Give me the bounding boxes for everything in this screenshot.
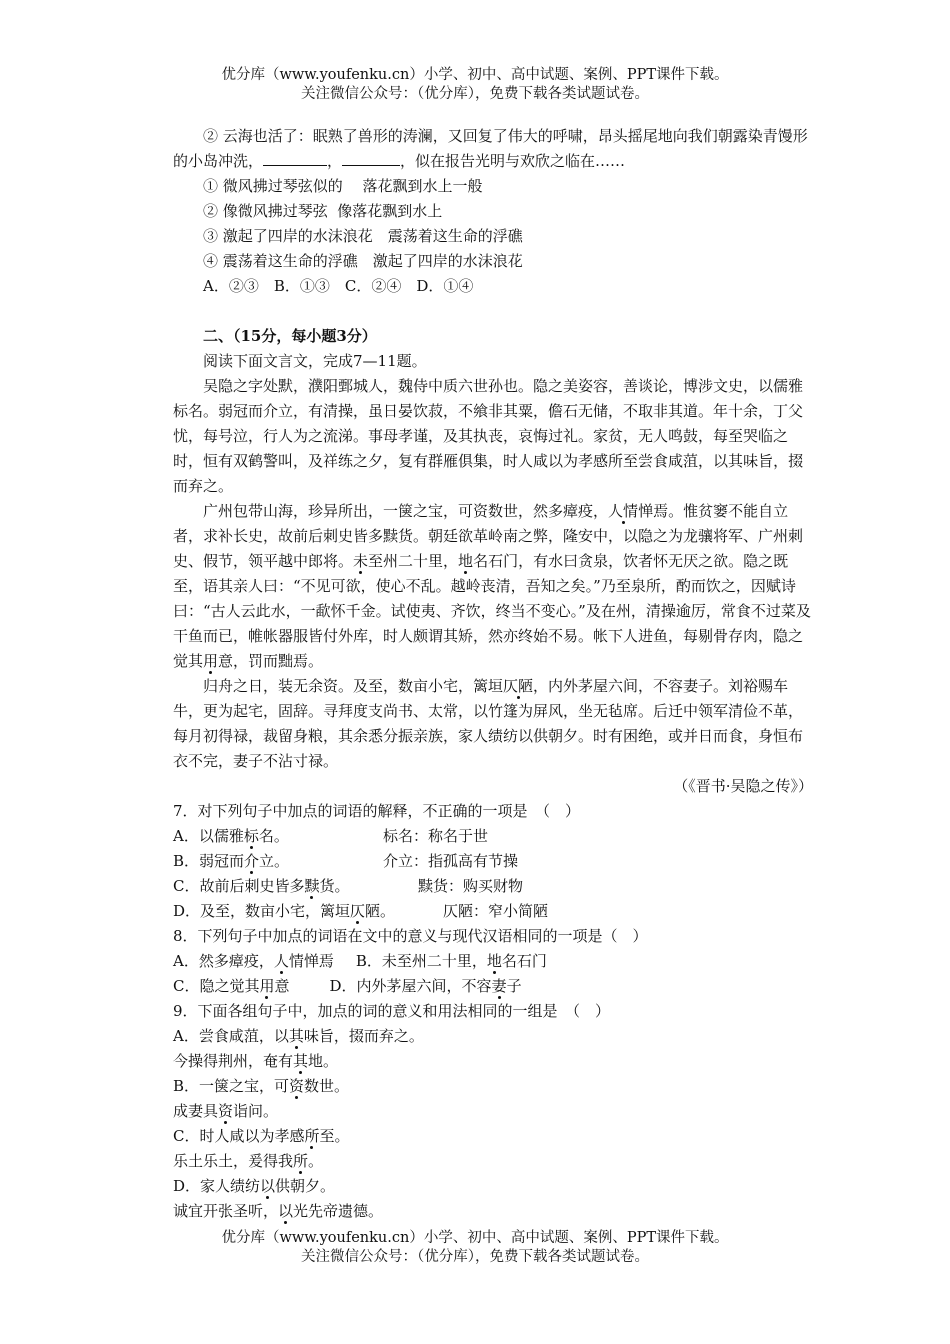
dotted-word: 仄陋 [503, 677, 534, 695]
q9-option-c1: C．时人咸以为孝感所至。 [173, 1127, 350, 1145]
dotted-word: 人情 [608, 502, 639, 520]
q6-choices: A．②③ B．①③ C．②④ D．①④ [203, 277, 474, 295]
section-title: 二、（15分，每小题3分） [203, 327, 377, 345]
dotted-word: 地 [458, 552, 474, 570]
q9-option-b1: B．一箧之宝，可资数世。 [173, 1077, 350, 1095]
q9-option-a2: 今操得荆州，奄有其地。 [173, 1052, 339, 1070]
answer-blank [342, 150, 400, 166]
q6-option: ② 像微风拂过琴弦 像落花飘到水上 [203, 202, 443, 220]
footer-line-2: 关注微信公众号：（优分库），免费下载各类试题试卷。 [301, 1249, 649, 1265]
q9-option-d1: D．家人绩纺以供朝夕。 [173, 1177, 336, 1195]
header-line-2: 关注微信公众号：（优分库），免费下载各类试题试卷。 [301, 86, 649, 102]
q9-option-d2: 诚宜开张圣听，以光先帝遗德。 [173, 1202, 384, 1220]
q9-option-a1: A．尝食咸菹，以其味旨，掇而弃之。 [173, 1027, 424, 1045]
q9-option-c2: 乐土乐土，爰得我所。 [173, 1152, 324, 1170]
q8-stem: 8．下列句子中加点的词语在文中的意义与现代汉语相同的一项是（ ） [173, 927, 648, 945]
passage-paragraph: 广州包带山海，珍异所出，一箧之宝，可资数世，然多瘴疫，人情惮焉。惟贫窭不能自立者，求补长史，故前后刺史皆多黩货。朝廷欲革岭南之弊，隆安中，以隐之为龙骧将军、广州刺史、假节，领平越中郎将。未至州二十里，地名石门，有水曰贪泉，饮者怀无厌之欲。隐之既至，语其亲人曰：“不见可欲，使心不乱。越岭丧清，吾知之矣。”乃至泉所，酌而饮之，因赋诗曰：“古人云此水，一歃怀千金。试使夷、齐饮，终当不变心。”及在州，清操逾厉，常食不过菜及干鱼而已，帷帐器服皆付外库，时人颇谓其矫，然亦终始不易。帐下人进鱼，每剔骨存肉，隐之觉其用意，罚而黜焉。 [173, 502, 811, 670]
dotted-word: 用 [203, 652, 219, 670]
q6-option: ④ 震荡着这生命的浮礁 激起了四岸的水沫浪花 [203, 252, 523, 270]
q9-option-b2: 成妻具资诣问。 [173, 1102, 279, 1120]
page-header [0, 66, 950, 104]
q7-option-d: D．及至，数亩小宅，篱垣仄陋。 仄陋：窄小简陋 [173, 902, 549, 920]
q7-option-a: A．以儒雅标名。 标名：称名于世 [173, 827, 489, 845]
q6-stem: ② 云海也活了：眠熟了兽形的涛澜，又回复了伟大的呼啸，昂头摇尾地向我们朝露染青馒形的小岛冲洗， ， ，似在报告光明与欢欣之临在…… [173, 127, 808, 170]
dotted-word: 未 [353, 552, 369, 570]
page-footer [0, 1229, 950, 1267]
passage-paragraph: 吴隐之字处默，濮阳鄄城人，魏侍中质六世孙也。隐之美姿容，善谈论，博涉文史，以儒雅标名。弱冠而介立，有清操，虽日晏饮菽，不飨非其粟，儋石无储，不取非其道。年十余，丁父忧，每号泣，行人为之流涕。事母孝谨，及其执丧，哀悔过礼。家贫，无人鸣鼓，每至哭临之时，恒有双鹤警叫，及祥练之夕，复有群雁俱集，时人咸以为孝感所至尝食咸菹，以其味旨，掇而弃之。 [173, 377, 804, 495]
q8-options-ab: A．然多瘴疫，人情惮焉 B．未至州二十里，地名石门 [173, 952, 547, 970]
q7-option-c: C．故前后刺史皆多黩货。 黩货：购买财物 [173, 877, 524, 895]
q7-stem: 7．对下列句子中加点的词语的解释，不正确的一项是 （ ） [173, 802, 581, 820]
q6-option: ① 微风拂过琴弦似的 落花飘到水上一般 [203, 177, 483, 195]
header-line-1: 优分库（www.youfenku.cn）小学、初中、高中试题、案例、PPT课件下载。 [221, 67, 729, 83]
q9-stem: 9．下面各组句子中，加点的词的意义和用法相同的一组是 （ ） [173, 1002, 611, 1020]
footer-line-1: 优分库（www.youfenku.cn）小学、初中、高中试题、案例、PPT课件下载。 [221, 1230, 729, 1246]
q6-option: ③ 激起了四岸的水沫浪花 震荡着这生命的浮礁 [203, 227, 523, 245]
passage-source: （《晋书·吴隐之传》） [673, 777, 813, 795]
passage-paragraph: 归舟之日，装无余资。及至，数亩小宅，篱垣仄陋，内外茅屋六间，不容妻子。刘裕赐车牛，更为起宅，固辞。寻拜度支尚书、太常，以竹篷为屏风，坐无毡席。后迁中领军清俭不革，每月初得禄，裁留身粮，其余悉分振亲族，家人绩纺以供朝夕。时有困绝，或并日而食，身恒布衣不完，妻子不沾寸禄。 [173, 677, 804, 770]
document-body [173, 124, 813, 1224]
q8-options-cd: C．隐之觉其用意 D．内外茅屋六间，不容妻子 [173, 977, 522, 995]
q7-option-b: B．弱冠而介立。 介立：指孤高有节操 [173, 852, 519, 870]
section-instruction: 阅读下面文言文，完成7—11题。 [203, 352, 427, 370]
answer-blank [263, 150, 327, 166]
